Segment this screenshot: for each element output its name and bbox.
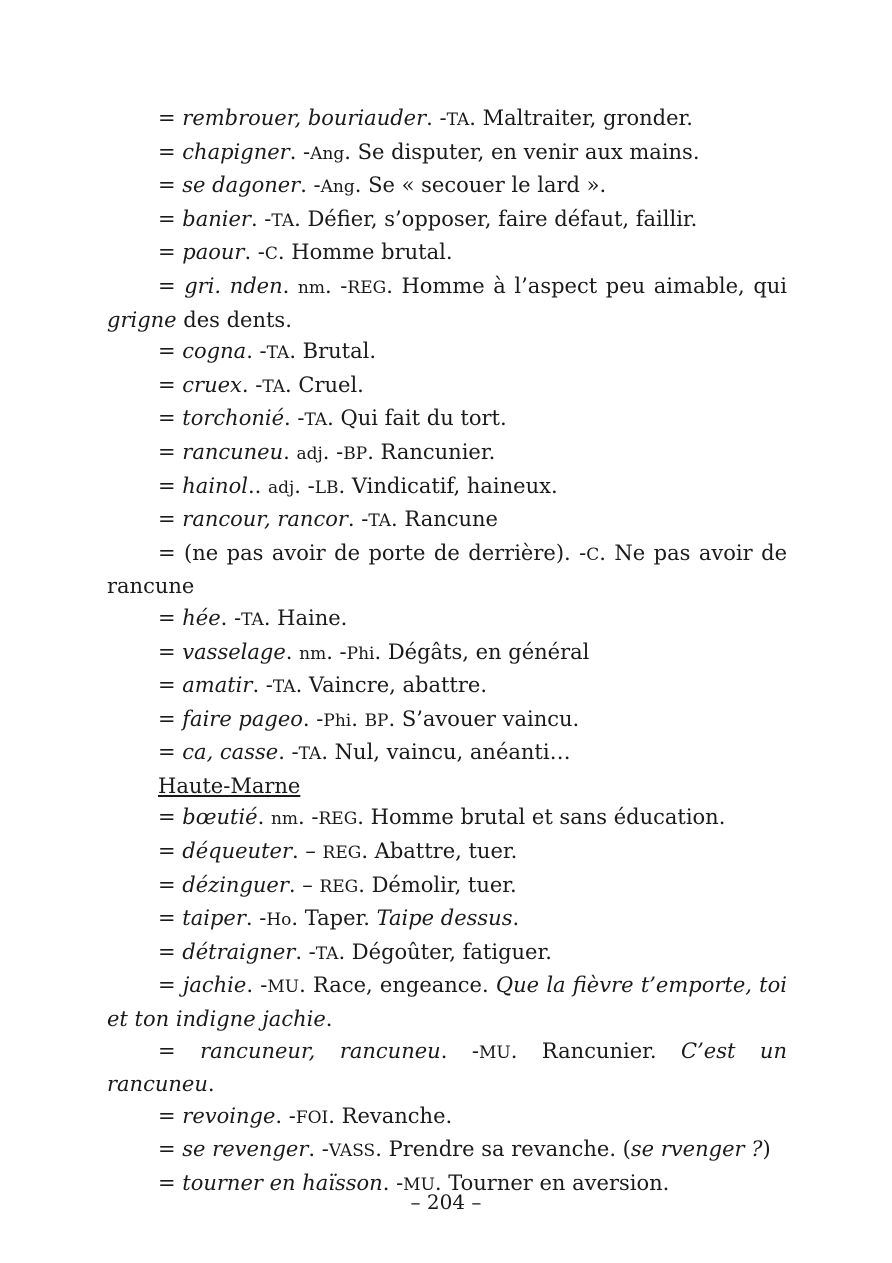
entry-jachie: = jachie. -MU. Race, engeance. Que la fièvre t’emporte, toi et ton indigne jachie. [107,973,787,1032]
entry-boeutie: = bœutié. nm. -REG. Homme brutal et sans éducation. [158,805,726,830]
entry-rancour: = rancour, rancor. -TA. Rancune [158,507,498,532]
entry-taiper: = taiper. -Ho. Taper. Taipe dessus. [158,906,520,931]
entry-dequeuter: = déqueuter. – REG. Abattre, tuer. [158,839,518,864]
entry-rancuneu: = rancuneu. adj. -BP. Rancunier. [158,439,496,464]
page-text [107,103,787,1202]
entry-faire-pageo: = faire pageo. -Phi. BP. S’avouer vaincu. [158,706,580,731]
entry-torchonie: = torchonié. -TA. Qui fait du tort. [158,406,507,431]
section-heading: Haute-Marne [158,773,301,798]
entry-dezinguer: = dézinguer. – REG. Démolir, tuer. [158,872,517,897]
entry-rancuneur: = rancuneur, rancuneu. -MU. Rancunier. C’est un rancuneu. [107,1038,787,1097]
entry-banier: = banier. -TA. Défier, s’opposer, faire défaut, faillir. [158,206,698,231]
entry-rembrouer: = rembrouer, bouriauder. -TA. Maltraiter, gronder. [158,106,693,130]
entry-detraigner: = détraigner. -TA. Dégoûter, fatiguer. [158,939,552,964]
entry-cruex: = cruex. -TA. Cruel. [158,372,364,397]
entry-tourner-en-haisson: = tourner en haïsson. -MU. Tourner en aversion. [158,1171,670,1195]
entry-chapigner: = chapigner. -Ang. Se disputer, en venir aux mains. [158,139,700,164]
entry-paour: = paour. -C. Homme brutal. [158,240,453,265]
entry-porte-de-derriere: = (ne pas avoir de porte de derrière). -C. Ne pas avoir de rancune [107,540,787,599]
entry-hee: = hée. -TA. Haine. [158,605,348,630]
entry-vasselage: = vasselage. nm. -Phi. Dégâts, en général [158,639,590,664]
entry-se-revenger: = se revenger. -VASS. Prendre sa revanche. (se rvenger ?) [158,1137,771,1162]
entry-ca-casse: = ca, casse. -TA. Nul, vaincu, anéanti… [158,740,571,765]
entry-amatir: = amatir. -TA. Vaincre, abattre. [158,673,488,698]
entry-se-dagoner: = se dagoner. -Ang. Se « secouer le lard ». [158,173,607,198]
entry-revoinge: = revoinge. -FOI. Revanche. [158,1103,453,1128]
entry-gri-nden: = gri. nden. nm. -REG. Homme à l’aspect peu aimable, qui grigne des dents. [107,273,788,332]
page-number: – 204 – [410,1190,482,1214]
entry-cogna: = cogna. -TA. Brutal. [158,339,377,364]
entry-hainol: = hainol.. adj. -LB. Vindicatif, haineux. [158,473,558,498]
